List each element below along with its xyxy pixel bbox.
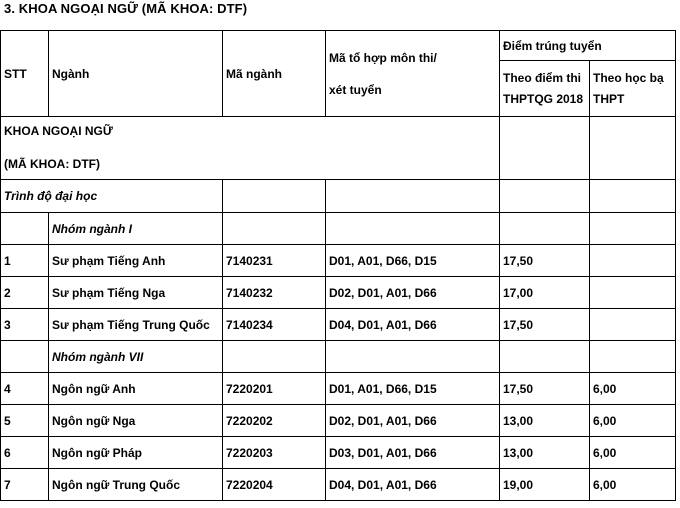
stt-cell: 6 [1,437,49,469]
to-hop-cell: D04, D01, A01, D66 [326,309,500,341]
table-cell [326,341,500,373]
level-label: Trình độ đại học [1,180,223,213]
header-theo-hoc-ba-line1: Theo học bạ [593,71,664,85]
stt-cell: 4 [1,373,49,405]
header-theo-diem-thi-line2: THPTQG 2018 [503,92,584,106]
table-cell [1,341,49,373]
hoc-ba-cell: 6,00 [590,437,676,469]
diem-thi-cell: 17,00 [500,277,590,309]
table-cell [326,213,500,245]
header-theo-diem-thi-line1: Theo điểm thi [503,71,581,85]
header-to-hop-line2: xét tuyển [329,82,382,97]
faculty-name: KHOA NGOẠI NGỮ [4,124,113,138]
header-theo-hoc-ba [590,61,676,117]
ma-nganh-cell: 7220203 [223,437,326,469]
table-row [1,309,676,341]
table-cell [223,180,326,213]
diem-thi-cell: 17,50 [500,245,590,277]
stt-cell: 5 [1,405,49,437]
hoc-ba-cell [590,245,676,277]
diem-thi-cell: 19,00 [500,469,590,501]
table-row [1,373,676,405]
table-cell [500,213,590,245]
nganh-cell: Ngôn ngữ Pháp [49,437,223,469]
table-row [1,469,676,501]
header-diem-trung-tuyen: Điểm trúng tuyển [500,31,676,61]
ma-nganh-cell: 7220201 [223,373,326,405]
nganh-cell: Ngôn ngữ Trung Quốc [49,469,223,501]
table-cell [500,341,590,373]
header-to-hop [326,31,500,117]
ma-nganh-cell: 7140234 [223,309,326,341]
ma-nganh-cell: 7140232 [223,277,326,309]
faculty-row [1,117,676,180]
hoc-ba-cell: 6,00 [590,405,676,437]
stt-cell: 2 [1,277,49,309]
header-theo-diem-thi [500,61,590,117]
stt-cell: 1 [1,245,49,277]
group-name: Nhóm ngành I [49,213,223,245]
table-row [1,405,676,437]
group-row [1,341,676,373]
header-to-hop-line1: Mã tổ hợp môn thi/ [329,50,437,65]
nganh-cell: Sư phạm Tiếng Anh [49,245,223,277]
header-row [1,31,676,61]
to-hop-cell: D04, D01, A01, D66 [326,469,500,501]
stt-cell: 3 [1,309,49,341]
table-cell [590,117,676,180]
hoc-ba-cell: 6,00 [590,469,676,501]
to-hop-cell: D02, D01, A01, D66 [326,277,500,309]
header-stt: STT [1,31,49,117]
table-cell [223,213,326,245]
ma-nganh-cell: 7220204 [223,469,326,501]
to-hop-cell: D01, A01, D66, D15 [326,245,500,277]
hoc-ba-cell [590,277,676,309]
table-row [1,245,676,277]
nganh-cell: Ngôn ngữ Anh [49,373,223,405]
level-row [1,180,676,213]
table-cell [590,180,676,213]
diem-thi-cell: 13,00 [500,437,590,469]
diem-thi-cell: 17,50 [500,373,590,405]
ma-nganh-cell: 7140231 [223,245,326,277]
header-theo-hoc-ba-line2: THPT [593,92,625,106]
table-cell [590,341,676,373]
stt-cell: 7 [1,469,49,501]
group-row [1,213,676,245]
nganh-cell: Sư phạm Tiếng Trung Quốc [49,309,223,341]
table-row [1,277,676,309]
table-cell [590,213,676,245]
to-hop-cell: D02, D01, A01, D66 [326,405,500,437]
table-row [1,437,676,469]
diem-thi-cell: 17,50 [500,309,590,341]
group-name: Nhóm ngành VII [49,341,223,373]
to-hop-cell: D01, A01, D66, D15 [326,373,500,405]
header-nganh: Ngành [49,31,223,117]
admissions-table [0,30,676,501]
faculty-code: (MÃ KHOA: DTF) [4,157,100,171]
hoc-ba-cell: 6,00 [590,373,676,405]
hoc-ba-cell [590,309,676,341]
nganh-cell: Ngôn ngữ Nga [49,405,223,437]
faculty-cell [1,117,500,180]
table-cell [223,341,326,373]
table-cell [326,180,500,213]
table-cell [1,213,49,245]
table-cell [500,117,590,180]
table-cell [500,180,590,213]
header-ma-nganh: Mã ngành [223,31,326,117]
ma-nganh-cell: 7220202 [223,405,326,437]
nganh-cell: Sư phạm Tiếng Nga [49,277,223,309]
diem-thi-cell: 13,00 [500,405,590,437]
to-hop-cell: D03, D01, A01, D66 [326,437,500,469]
page-title: 3. KHOA NGOẠI NGỮ (MÃ KHOA: DTF) [4,1,248,16]
